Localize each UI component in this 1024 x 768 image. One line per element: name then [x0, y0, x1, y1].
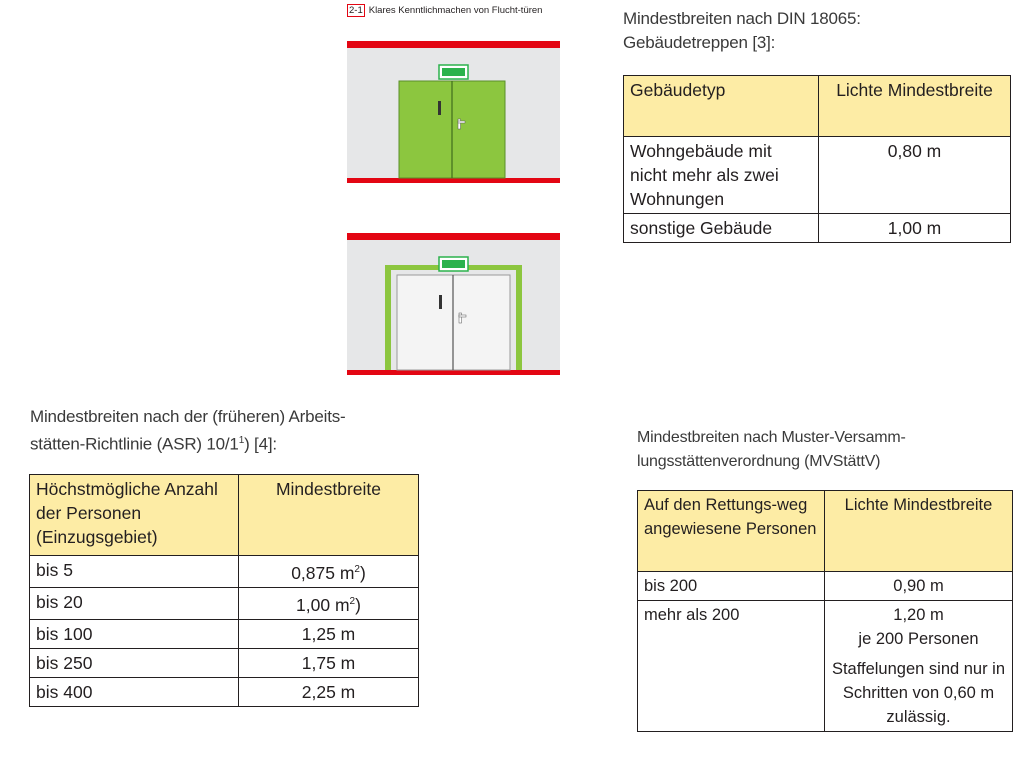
table-cell: Wohngebäude mit nicht mehr als zwei Wohnungen — [624, 137, 819, 214]
table-row — [30, 648, 419, 677]
table-row — [30, 556, 419, 588]
din-heading: Mindestbreiten nach DIN 18065: Gebäudetreppen [3]: — [623, 9, 861, 52]
table-cell: sonstige Gebäude — [624, 214, 819, 243]
table-header-cell: Lichte Mindestbreite — [825, 491, 1013, 572]
din-table — [623, 75, 1011, 243]
table-cell: 1,00 $m^2$) — [239, 587, 419, 619]
table-cell: 1,00 m — [819, 214, 1011, 243]
table-header-cell: Lichte Mindestbreite — [819, 76, 1011, 137]
green-door-illustration — [347, 41, 560, 183]
red-stripe-top — [347, 41, 560, 48]
table-cell: bis 20 — [30, 587, 239, 619]
table-row — [638, 572, 1013, 601]
mvst-table — [637, 490, 1013, 732]
figure-caption-text: Klares Kenntlichmachen von Flucht-türen — [368, 5, 543, 16]
table-cell: 2,25 m — [239, 677, 419, 706]
door-lock-icon — [439, 295, 442, 309]
table-cell: 1,25 m — [239, 619, 419, 648]
table-cell: 0,90 m — [825, 572, 1013, 601]
figure-caption — [347, 5, 562, 16]
table-cell: mehr als 200 — [638, 601, 825, 732]
table-cell: bis 5 — [30, 556, 239, 588]
table-cell: 0,80 m — [819, 137, 1011, 214]
table-row — [624, 214, 1011, 243]
table-row — [624, 137, 1011, 214]
table-row — [30, 619, 419, 648]
mvst-heading: Mindestbreiten nach Muster-Versamm- lungsstättenverordnung (MVStättV) — [637, 429, 906, 470]
table-cell: bis 250 — [30, 648, 239, 677]
asr-heading: Mindestbreiten nach der (früheren) Arbeits- stätten-Richtlinie (ASR) $10/1^1$) [4]: — [30, 407, 346, 454]
table-header-cell: Gebäudetyp — [624, 76, 819, 137]
table-header-row — [624, 76, 1011, 137]
door-lock-icon — [438, 101, 441, 115]
table-cell: bis 400 — [30, 677, 239, 706]
red-stripe-bottom — [347, 178, 560, 183]
table-row — [30, 677, 419, 706]
table-header-row — [30, 475, 419, 556]
table-row — [638, 601, 1013, 732]
asr-table — [29, 474, 419, 707]
red-stripe-top — [347, 233, 560, 240]
table-header-row — [638, 491, 1013, 572]
table-cell: 1,75 m — [239, 648, 419, 677]
door-handle-icon — [459, 313, 462, 323]
framed-door-illustration — [347, 233, 560, 375]
figure-number: 2-1 — [349, 5, 363, 16]
table-header-cell: Auf den Rettungs-weg angewiesene Personen — [638, 491, 825, 572]
table-row — [30, 587, 419, 619]
table-header-cell: Mindestbreite — [239, 475, 419, 556]
red-stripe-bottom — [347, 370, 560, 375]
table-cell: bis 200 — [638, 572, 825, 601]
table-header-cell: Höchstmögliche Anzahl der Personen (Einzugsgebiet) — [30, 475, 239, 556]
table-cell: 1,20 m je 200 Personen Staffelungen sind nur in Schritten von 0,60 m zulässig. — [825, 601, 1013, 732]
table-cell: bis 100 — [30, 619, 239, 648]
table-cell: 0,875 $m^2$) — [239, 556, 419, 588]
door-handle-icon — [458, 119, 461, 129]
